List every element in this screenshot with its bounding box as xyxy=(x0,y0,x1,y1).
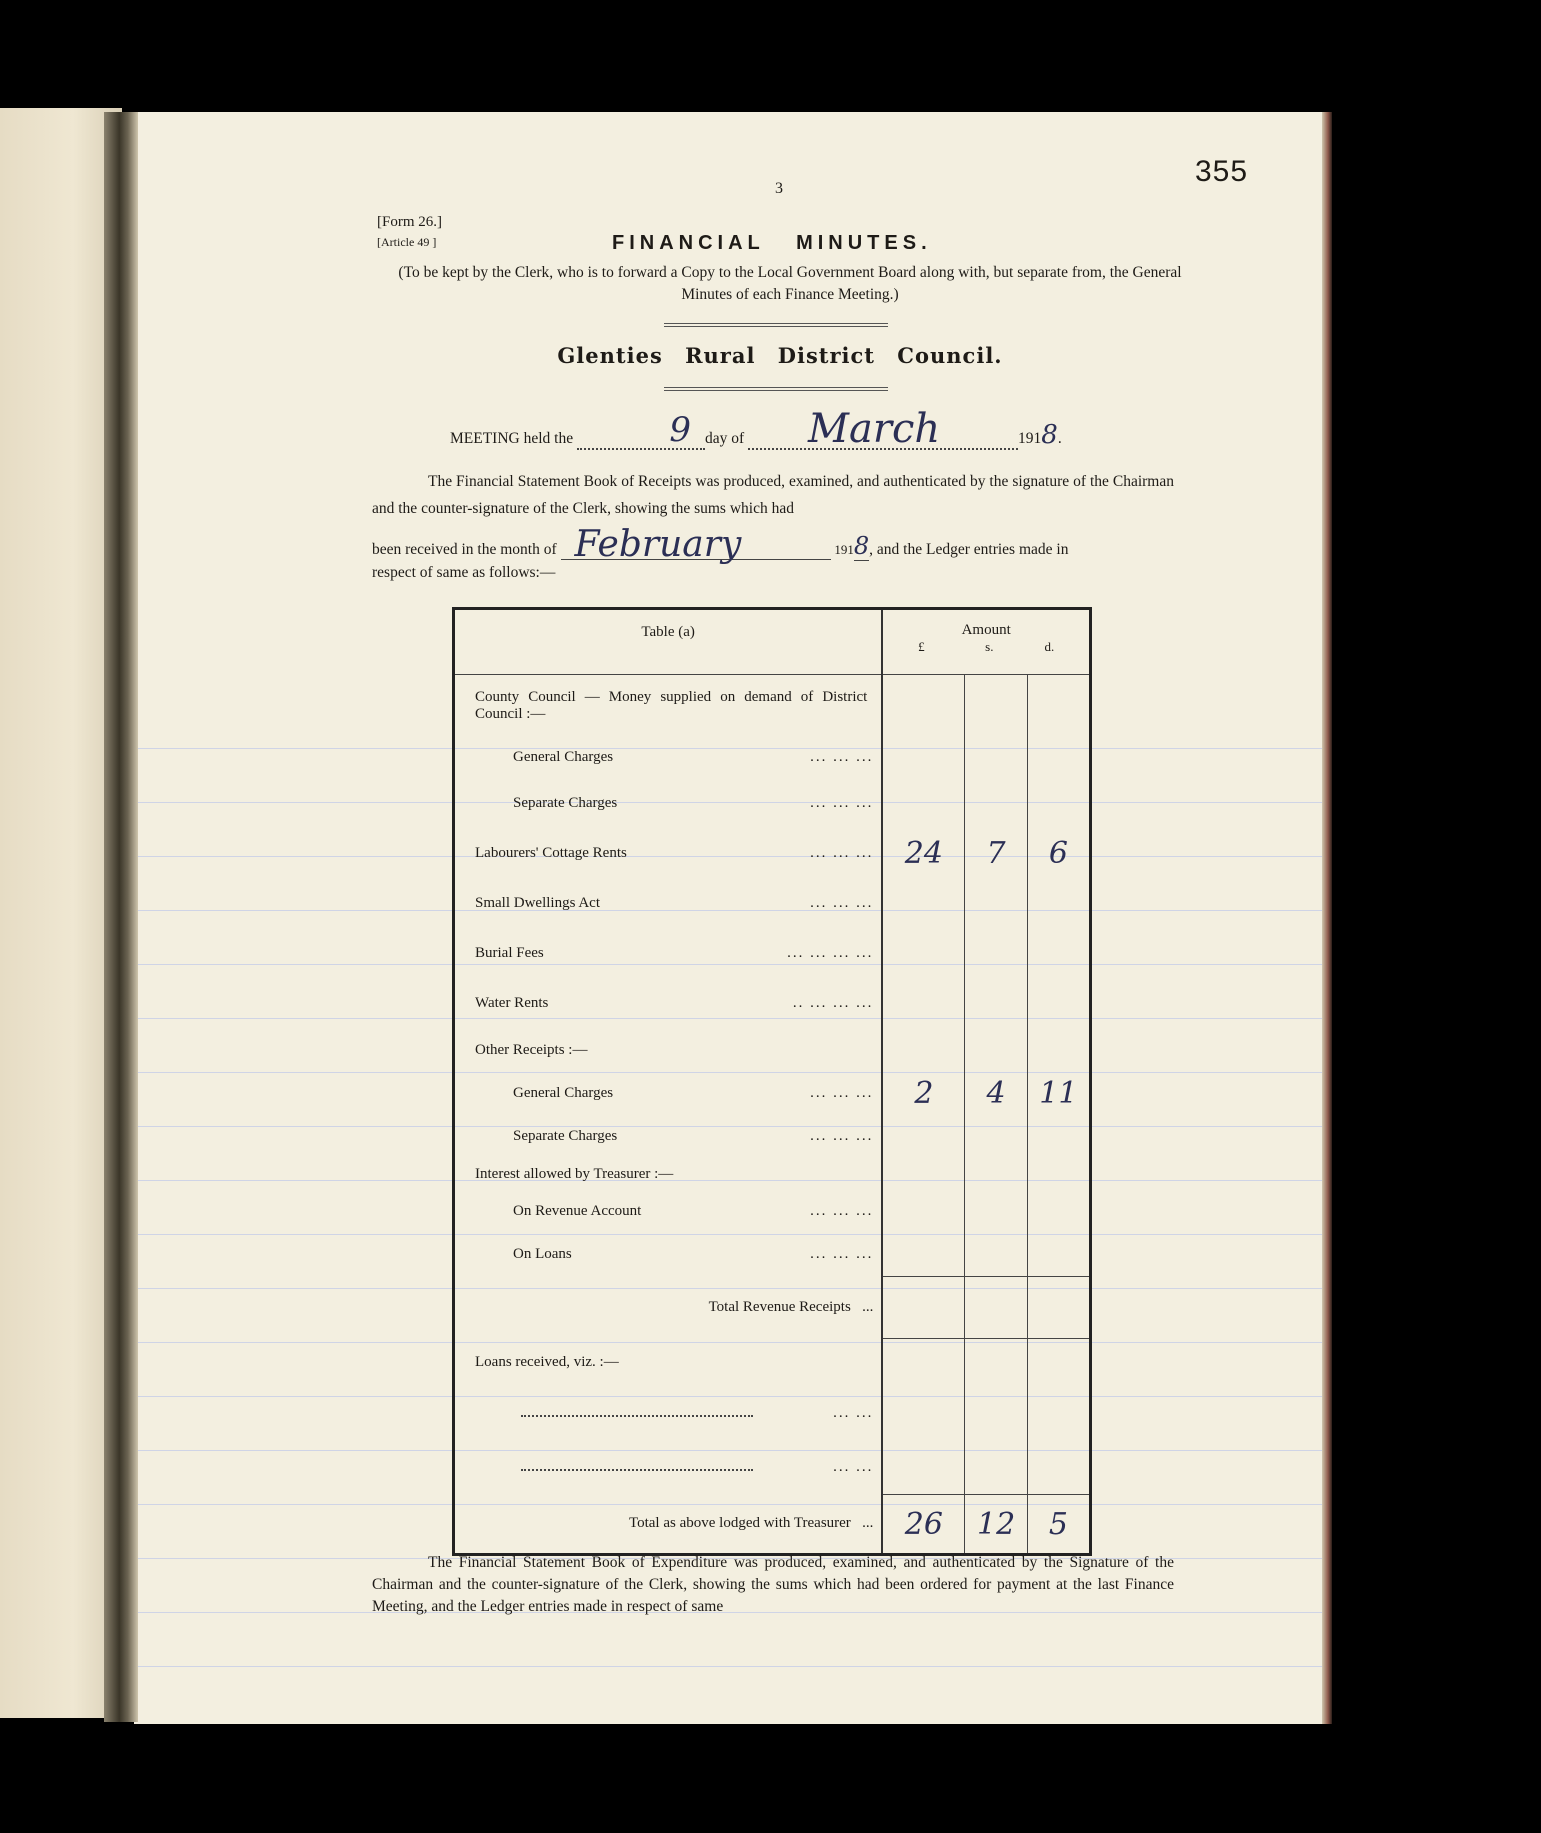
meeting-period: . xyxy=(1057,430,1062,447)
meeting-month: March xyxy=(808,406,941,452)
meeting-prefix: MEETING held the xyxy=(450,430,574,447)
amount-shillings: 7 xyxy=(986,836,1006,871)
table-row: Total as above lodged with Treasurer ... 26 12 5 xyxy=(454,1495,1091,1555)
form-page-number: 3 xyxy=(775,180,783,197)
receipts-paragraph xyxy=(372,468,1174,522)
total-pence: 5 xyxy=(1048,1506,1068,1542)
table-row: Other Receipts :— xyxy=(454,1029,1091,1073)
table-row: Loans received, viz. :— xyxy=(454,1339,1091,1387)
header-desc: Table (a) xyxy=(454,609,883,675)
receipts-year: 8 xyxy=(853,532,870,560)
amount-pounds: 2 xyxy=(914,1076,934,1111)
book-gutter xyxy=(104,112,138,1722)
table-row: County Council — Money supplied on demand of District Council :— xyxy=(454,675,1091,737)
page-number: 355 xyxy=(1195,155,1249,188)
amount-pounds: 24 xyxy=(904,836,943,871)
amount-pence: 6 xyxy=(1048,836,1068,871)
receipts-line4: respect of same as follows:— xyxy=(372,564,556,581)
table-row: General Charges ... ... ... 2 4 11 xyxy=(454,1073,1091,1115)
article-label: [Article 49 ] xyxy=(377,235,437,249)
page-edge xyxy=(1322,112,1332,1724)
table-row: Separate Charges ... ... ... xyxy=(454,1115,1091,1159)
meeting-year-prefix: 191 xyxy=(1018,430,1042,447)
table-row: Interest allowed by Treasurer :— xyxy=(454,1159,1091,1191)
meeting-day: 9 xyxy=(669,410,691,450)
blank-line xyxy=(521,1469,753,1471)
header-pounds: £ xyxy=(918,639,925,654)
table-row: ... ... xyxy=(454,1387,1091,1441)
table-row: ... ... xyxy=(454,1441,1091,1495)
meeting-line xyxy=(450,406,1062,452)
receipts-line3-prefix: been received in the month of xyxy=(372,541,557,558)
table-row: General Charges ... ... ... xyxy=(454,737,1091,779)
total-pounds: 26 xyxy=(904,1506,943,1542)
table-row: Small Dwellings Act ... ... ... xyxy=(454,879,1091,929)
receipts-text: The Financial Statement Book of Receipts was produced, examined, and authenticated by the signature of the Chairman and the counter-signature of the Clerk, showing the sums which had xyxy=(372,473,1174,517)
expenditure-paragraph: The Financial Statement Book of Expenditure was produced, examined, and authenticated by the Signature of the Chairman and the counter-signature of the Clerk, showing the sums which had been ordered for payment at the last Finance Meeting, and the Ledger entries made in respect of same xyxy=(372,1554,1174,1615)
divider-bottom xyxy=(664,387,888,391)
header-pence: d. xyxy=(1044,639,1055,654)
page-subtitle: (To be kept by the Clerk, who is to forward a Copy to the Local Government Board along with, but separate from, the General Minutes of each Finance Meeting.) xyxy=(398,264,1182,303)
meeting-day-of: day of xyxy=(704,430,745,447)
receipts-table xyxy=(452,607,1092,1556)
total-shillings: 12 xyxy=(977,1506,1016,1542)
receipts-month: February xyxy=(574,524,742,565)
table-row: On Revenue Account ... ... ... xyxy=(454,1191,1091,1233)
amount-shillings: 4 xyxy=(986,1076,1006,1111)
council-name: Glenties Rural District Council. xyxy=(557,343,1003,368)
divider-top xyxy=(664,323,888,327)
header-shillings: s. xyxy=(985,639,994,654)
table-row: Water Rents .. ... ... ... xyxy=(454,979,1091,1029)
form-reference xyxy=(377,212,442,252)
receipts-year-prefix: 191 xyxy=(834,542,854,557)
receipts-month-line xyxy=(372,524,1174,582)
table-row: Burial Fees ... ... ... ... xyxy=(454,929,1091,979)
page-title: FINANCIAL MINUTES. xyxy=(612,232,932,254)
table-row: Labourers' Cottage Rents ... ... ... 24 7 6 xyxy=(454,829,1091,879)
table-row: Total Revenue Receipts ... xyxy=(454,1277,1091,1339)
meeting-year: 8 xyxy=(1041,420,1058,450)
table-row: Separate Charges ... ... ... xyxy=(454,779,1091,829)
table-row: On Loans ... ... ... xyxy=(454,1233,1091,1277)
table-header xyxy=(454,609,1091,675)
receipts-line3-suffix: , and the Ledger entries made in xyxy=(869,541,1069,558)
form-label: [Form 26.] xyxy=(377,214,442,230)
blank-line xyxy=(521,1415,753,1417)
amount-pence: 11 xyxy=(1039,1076,1078,1111)
header-amount: Amount xyxy=(961,622,1011,638)
